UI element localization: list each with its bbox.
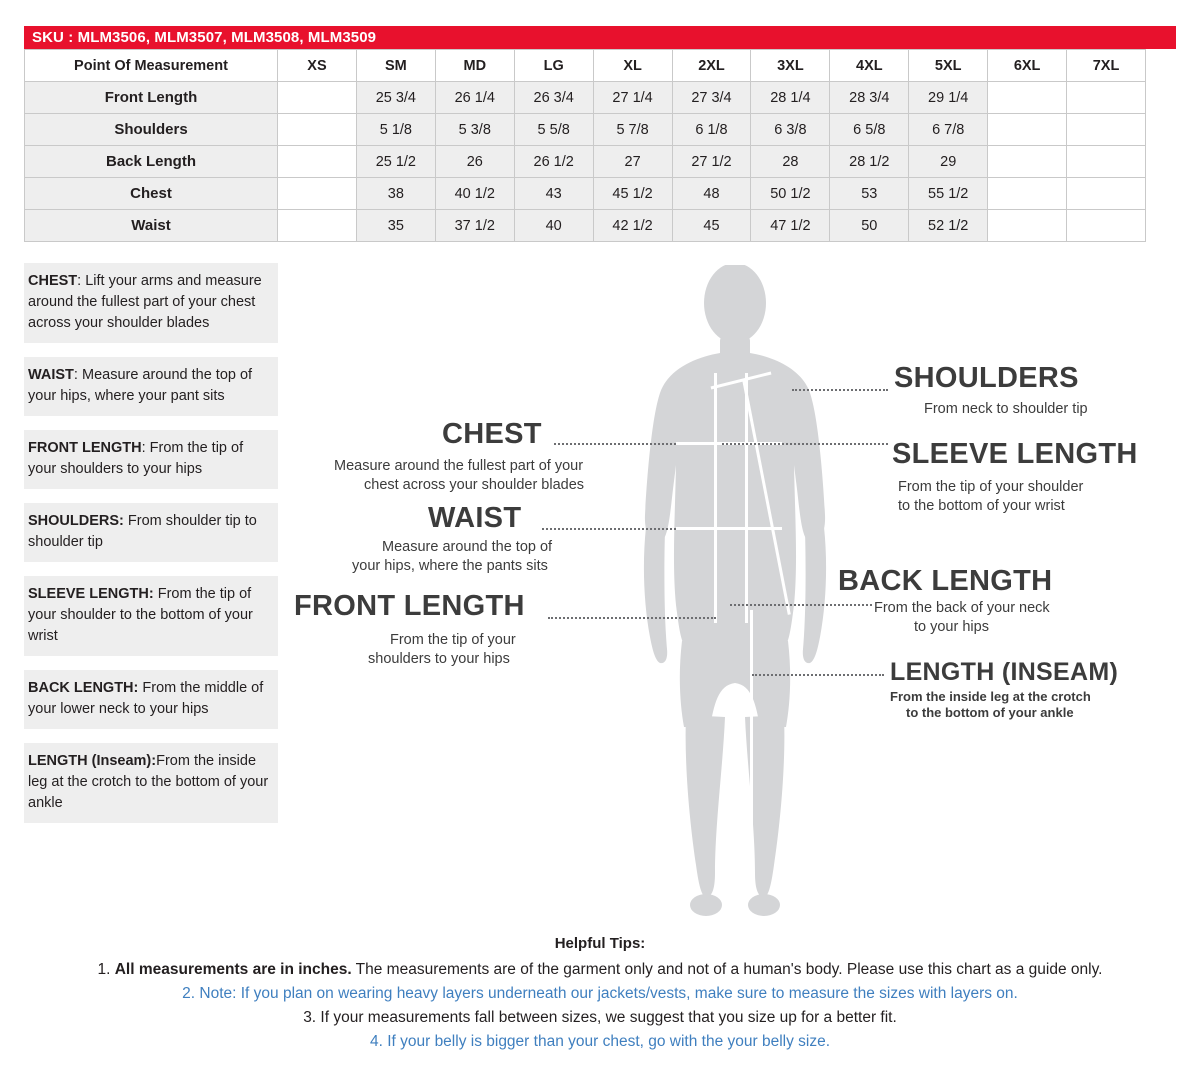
cell: 55 1/2 [909,178,988,210]
figure-label-waist: WAIST [428,502,522,534]
definition-term: WAIST [28,367,74,383]
tip-number: 4. [369,1033,388,1050]
figure-label-inseam: LENGTH (INSEAM) [890,658,1119,686]
cell [278,146,357,178]
definition-text: From the tip of your shoulders to your hips [28,440,244,477]
tip-text: The measurements are of the garment only and not of a human's body. Please use this chart as a guide only. [351,961,1103,978]
cell: 27 3/4 [672,82,751,114]
leader-line-shoulders [792,389,888,391]
cell: 47 1/2 [751,210,830,242]
definition-waist [24,357,278,416]
tips-heading: Helpful Tips: [554,935,646,952]
column-header-md: MD [435,50,514,82]
definition-text: From the middle of your lower neck to your hips [28,680,264,717]
cell [1067,178,1146,210]
figure-sub-sleeve-length-2: to the bottom of your wrist [898,498,1065,514]
tip-number: 2. [182,985,200,1002]
column-header-pom: Point Of Measurement [25,50,278,82]
cell: 29 1/4 [909,82,988,114]
definition-text: From the tip of your shoulder to the bottom of your wrist [28,586,253,644]
leader-line-inseam [752,674,884,676]
guide-line-front-vertical [714,373,717,623]
figure-sub-chest-2: chest across your shoulder blades [364,477,585,493]
figure-sub-chest-1: Measure around the fullest part of your [334,458,584,474]
leader-line-front-length [548,617,716,619]
row-label-shoulders: Shoulders [25,114,278,146]
cell [1067,82,1146,114]
definition-separator: : [73,367,82,383]
tip-number: 1. [97,961,115,978]
figure-sub-waist-1: Measure around the top of [382,539,553,555]
row-label-back-length: Back Length [25,146,278,178]
cell: 27 1/2 [672,146,751,178]
guide-line-waist [676,527,782,530]
definition-separator: : [141,440,150,456]
sku-banner: SKU : MLM3506, MLM3507, MLM3508, MLM3509 [24,26,1176,49]
cell: 52 1/2 [909,210,988,242]
cell: 6 3/8 [751,114,830,146]
cell: 45 [672,210,751,242]
cell: 25 3/4 [356,82,435,114]
definition-text: Measure around the top of your hips, where your pant sits [28,367,253,404]
figure-label-chest: CHEST [442,418,542,450]
column-header-sm: SM [356,50,435,82]
tip-number: 3. [303,1009,321,1026]
figure-label-sleeve-length: SLEEVE LENGTH [892,438,1138,470]
column-header-4xl: 4XL [830,50,909,82]
cell: 28 1/4 [751,82,830,114]
cell [988,178,1067,210]
column-header-xs: XS [278,50,357,82]
column-header-2xl: 2XL [672,50,751,82]
cell: 28 [751,146,830,178]
definition-text: From the inside leg at the crotch to the bottom of your ankle [28,753,269,811]
cell: 50 1/2 [751,178,830,210]
table-row [25,82,1146,114]
cell: 42 1/2 [593,210,672,242]
cell: 25 1/2 [356,146,435,178]
cell: 6 7/8 [909,114,988,146]
tip-item [0,1006,1200,1030]
column-header-7xl: 7XL [1067,50,1146,82]
tip-bold: All measurements are in inches. [114,961,352,978]
figure-sub-sleeve-length-1: From the tip of your shoulder [898,479,1084,495]
cell: 28 3/4 [830,82,909,114]
definition-shoulders [24,503,278,562]
figure-sub-waist-2: your hips, where the pants sits [352,558,548,574]
cell: 6 5/8 [830,114,909,146]
leader-line-waist [542,528,676,530]
size-chart-table [24,49,1146,242]
table-row [25,178,1146,210]
table-row [25,210,1146,242]
cell: 38 [356,178,435,210]
row-label-front-length: Front Length [25,82,278,114]
definition-term: BACK LENGTH: [28,680,139,696]
guide-line-inseam [750,610,753,855]
definition-term: LENGTH (Inseam): [28,753,157,769]
cell: 28 1/2 [830,146,909,178]
cell [1067,114,1146,146]
definition-separator: : [77,273,86,289]
definition-text: Lift your arms and measure around the fullest part of your chest across your shoulder blades [28,273,262,331]
figure-label-front-length: FRONT LENGTH [294,590,525,622]
tip-item [0,1030,1200,1054]
leader-line-sleeve-length [722,443,888,445]
figure-sub-back-length-2: to your hips [914,619,989,635]
definition-term: SLEEVE LENGTH: [28,586,154,602]
cell: 35 [356,210,435,242]
cell [1067,146,1146,178]
cell: 5 3/8 [435,114,514,146]
leader-line-back-length [730,604,872,606]
leader-line-chest [554,443,676,445]
tip-text: If your measurements fall between sizes, we suggest that you size up for a better fit. [320,1009,897,1026]
tip-item [0,958,1200,982]
cell [988,210,1067,242]
figure-sub-back-length-1: From the back of your neck [874,600,1050,616]
helpful-tips [0,935,1200,1054]
cell: 6 1/8 [672,114,751,146]
column-header-xl: XL [593,50,672,82]
cell: 29 [909,146,988,178]
figure-sub-front-length-1: From the tip of your [390,632,516,648]
cell: 45 1/2 [593,178,672,210]
tip-text: If your belly is bigger than your chest, go with the your belly size. [387,1033,831,1050]
cell: 27 1/4 [593,82,672,114]
definition-sleeve-length [24,576,278,656]
figure-sub-front-length-2: shoulders to your hips [368,651,510,667]
definition-front-length [24,430,278,489]
cell [988,114,1067,146]
definition-term: FRONT LENGTH [28,440,142,456]
figure-label-back-length: BACK LENGTH [838,565,1053,597]
measurement-definitions [24,263,278,837]
definition-chest [24,263,278,343]
definition-term: SHOULDERS: [28,513,124,529]
figure-sub-inseam-2: to the bottom of your ankle [906,705,1074,720]
cell: 26 1/4 [435,82,514,114]
cell: 48 [672,178,751,210]
column-header-6xl: 6XL [988,50,1067,82]
cell [278,82,357,114]
cell: 43 [514,178,593,210]
cell: 5 5/8 [514,114,593,146]
cell: 50 [830,210,909,242]
cell: 40 1/2 [435,178,514,210]
tip-item [0,982,1200,1006]
cell: 26 [435,146,514,178]
cell: 40 [514,210,593,242]
cell [278,114,357,146]
column-header-lg: LG [514,50,593,82]
cell: 5 7/8 [593,114,672,146]
table-header-row [25,50,1146,82]
cell [988,146,1067,178]
figure-sub-shoulders-1: From neck to shoulder tip [924,401,1088,417]
column-header-5xl: 5XL [909,50,988,82]
cell: 53 [830,178,909,210]
cell: 26 1/2 [514,146,593,178]
measurement-diagram [290,255,1180,920]
definition-term: CHEST [28,273,78,289]
definition-back-length [24,670,278,729]
column-header-3xl: 3XL [751,50,830,82]
table-row [25,146,1146,178]
figure-label-shoulders: SHOULDERS [894,362,1079,394]
figure-sub-inseam-1: From the inside leg at the crotch [890,689,1091,704]
cell [1067,210,1146,242]
cell [278,178,357,210]
cell: 26 3/4 [514,82,593,114]
tip-text: Note: If you plan on wearing heavy layers underneath our jackets/vests, make sure to measure the sizes with layers on. [199,985,1018,1002]
cell [988,82,1067,114]
body-silhouette-icon [620,265,850,925]
cell [278,210,357,242]
table-row [25,114,1146,146]
cell: 37 1/2 [435,210,514,242]
cell: 27 [593,146,672,178]
row-label-chest: Chest [25,178,278,210]
row-label-waist: Waist [25,210,278,242]
definition-text: From shoulder tip to shoulder tip [28,513,257,550]
cell: 5 1/8 [356,114,435,146]
definition-inseam [24,743,278,823]
